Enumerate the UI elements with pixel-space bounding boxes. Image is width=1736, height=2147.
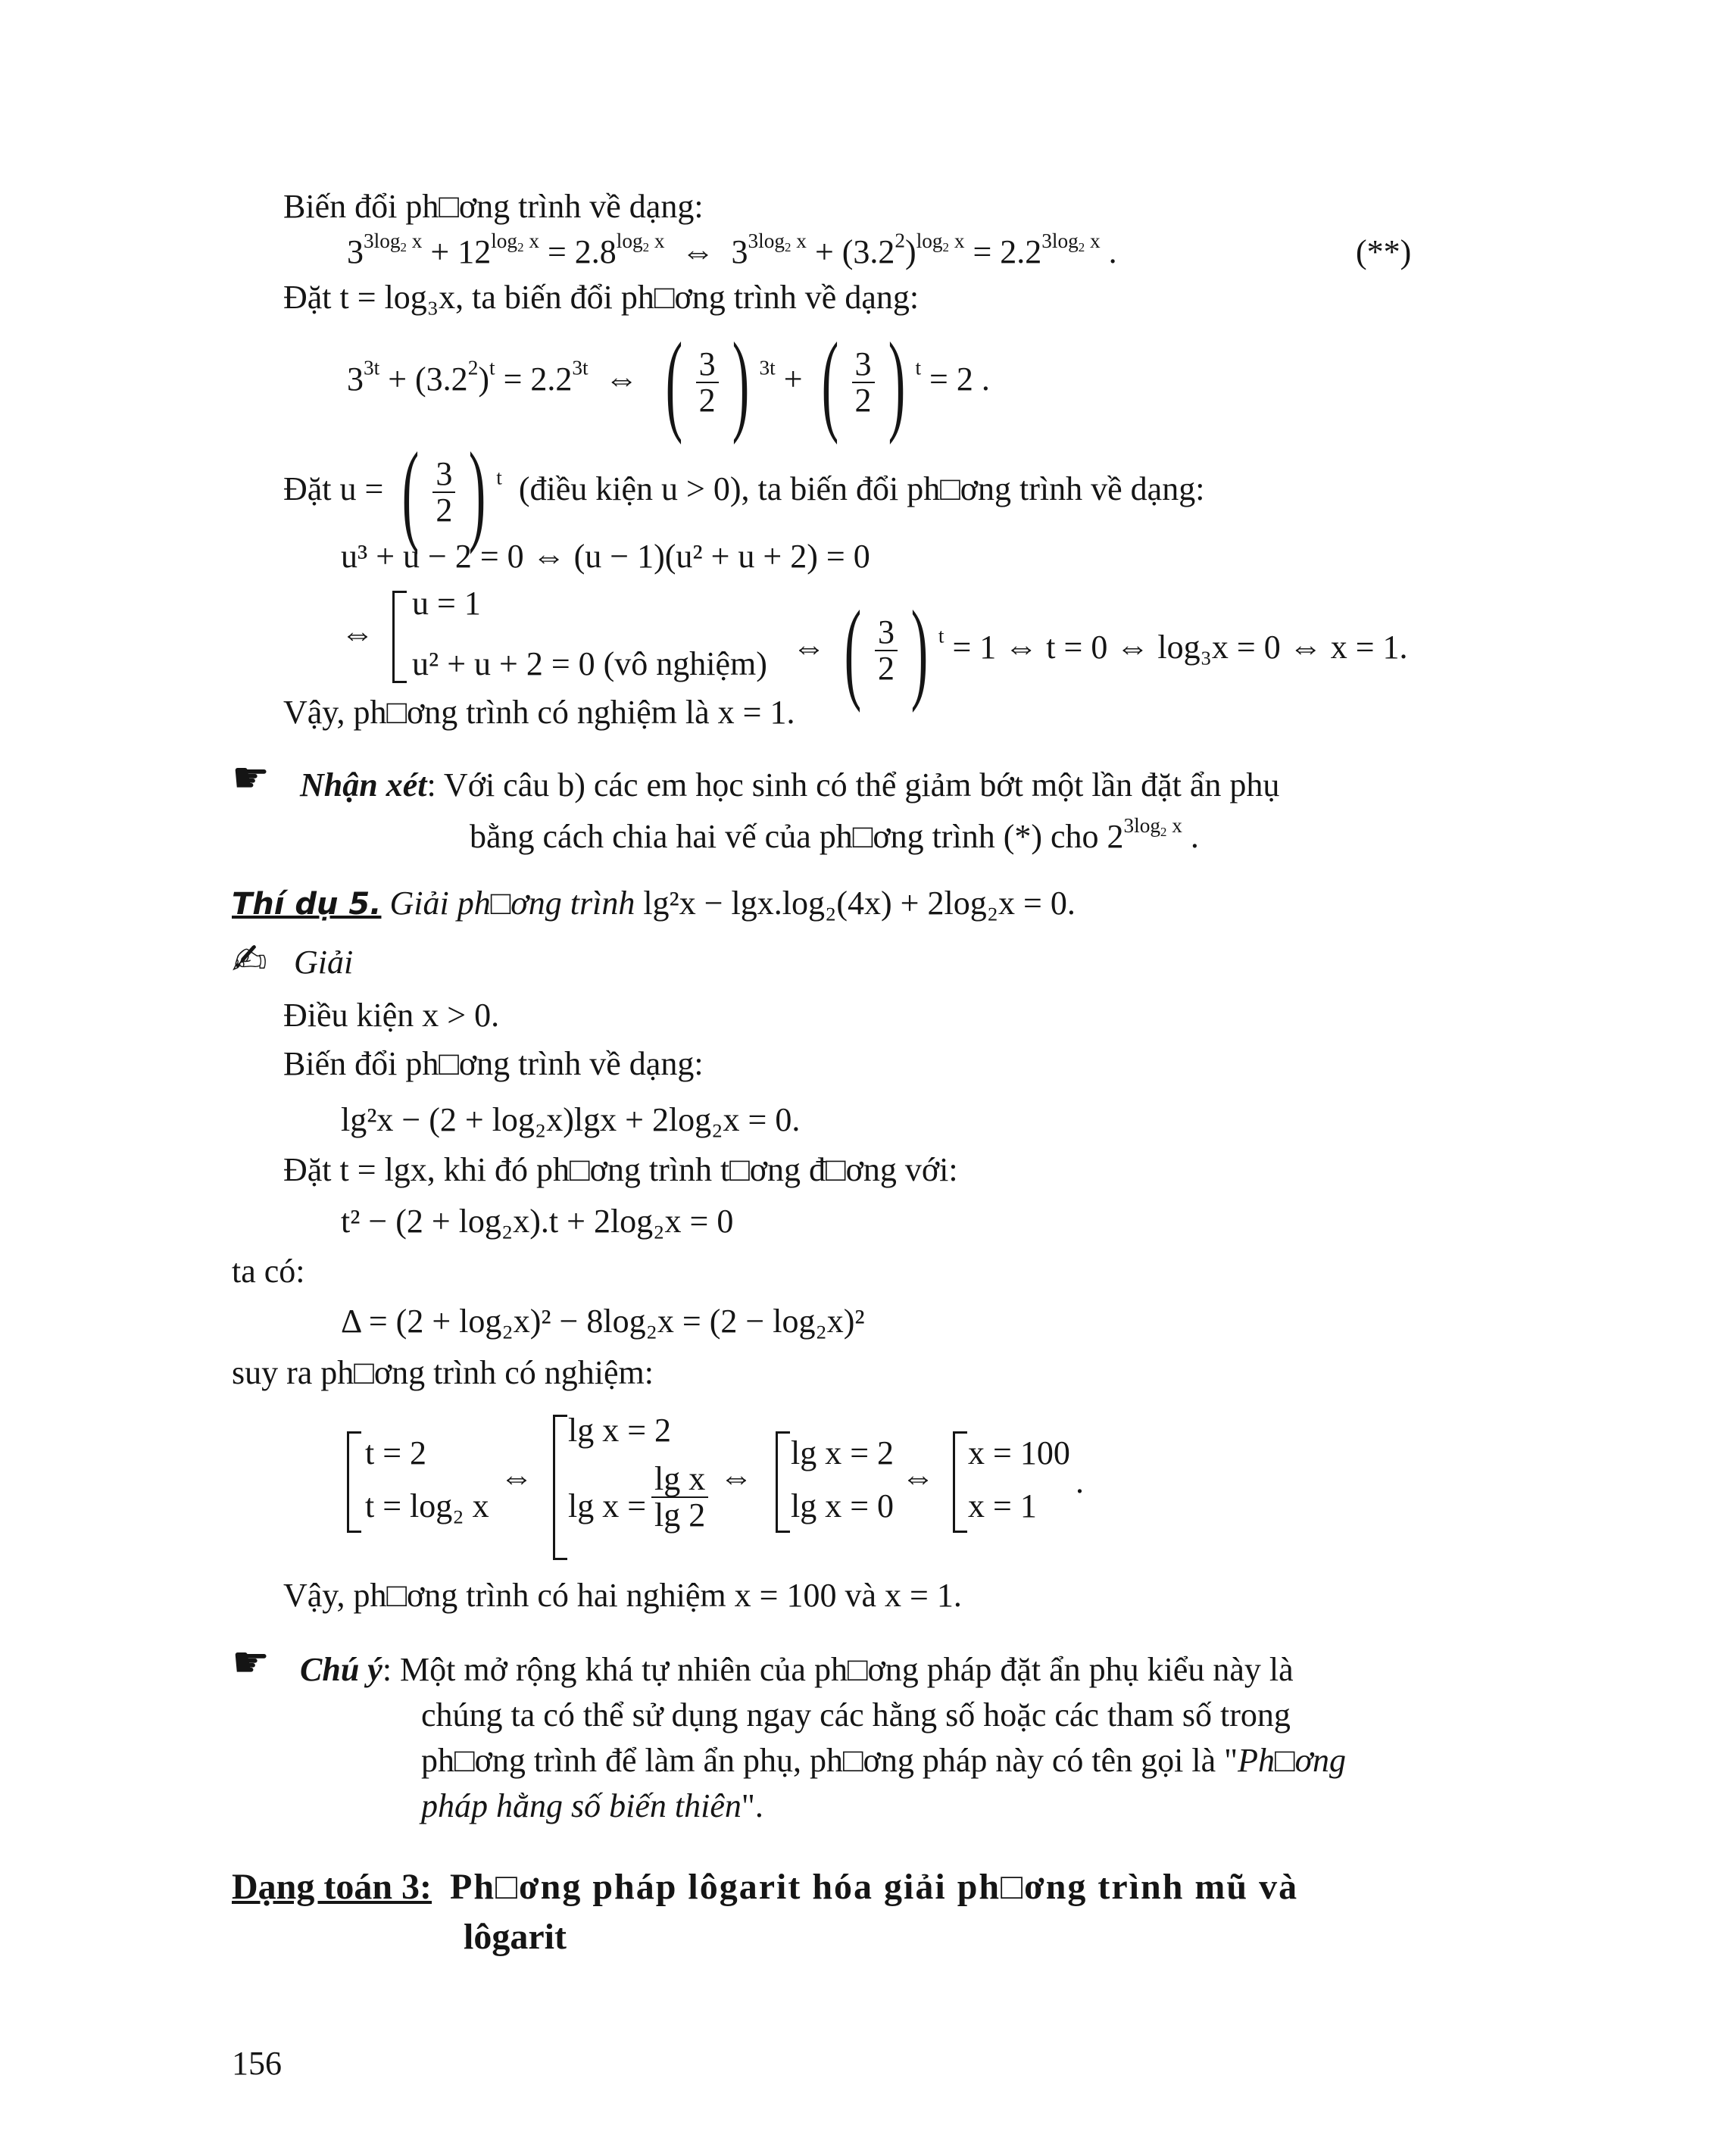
system-line: lg x = 2 <box>791 1434 895 1471</box>
period: . <box>1076 1463 1084 1500</box>
remark-line: Nhận xét: Với câu b) các em học sinh có thể giảm bớt một lần đặt ẩn phụ <box>300 766 1280 804</box>
conclusion: Vậy, ph□ơng trình có nghiệm là x = 1. <box>283 694 795 731</box>
equation-3: u³ + u − 2 = 0 ⇔ (u − 1)(u² + u + 2) = 0 <box>341 538 870 575</box>
substitution-line: Đặt u = ( $\frac{3}{2}$ ) $^t$ (điều kiện u > 0), ta biến đổi ph□ơng trình về dạng: <box>283 429 1205 555</box>
case-bracket <box>392 591 407 683</box>
equation-4: ⇔ ( $\frac{3}{2}$ ) $^t$ = 1 ⇔ t = 0 ⇔ log₃x = 0 ⇔ x = 1. <box>792 588 1408 713</box>
remark-line: bằng cách chia hai vế của ph□ơng trình (*) cho $2^{3log_2 x}$ . <box>470 813 1199 855</box>
writing-hand-icon: ✍ <box>232 935 267 985</box>
text-line: Đặt t = lgx, khi đó ph□ơng trình t□ơng đ□ơng với: <box>283 1151 958 1188</box>
equation-delta: Δ = (2 + log₂x)² − 8log₂x = (2 − log₂x)² <box>341 1303 865 1340</box>
case-line: u² + u + 2 = 0 (vô nghiệm) <box>412 645 767 682</box>
equation-1: $3^{3log_2 x} + 12^{log_2 x} = 2.8^{log_2 x}$ ⇔ $3^{3log_2 x} + (3.2^2)^{log_2 x} = 2.2^{3log_2 x}$ . <box>347 229 1117 270</box>
equation-5: lg²x − (2 + log₂x)lgx + 2log₂x = 0. <box>341 1101 801 1138</box>
iff-symbol: ⇔ <box>720 1459 753 1496</box>
note-line: pháp hằng số biến thiên". <box>421 1787 763 1824</box>
note-line: chúng ta có thể sử dụng ngay các hằng số hoặc các tham số trong <box>421 1696 1291 1734</box>
pointing-hand-icon: ☛ <box>232 754 270 803</box>
equation-tag: (**) <box>1356 233 1412 270</box>
text-line: Biến đổi ph□ơng trình về dạng: <box>283 188 704 225</box>
equation-6: t² − (2 + log₂x).t + 2log₂x = 0 <box>341 1203 734 1240</box>
system-line: lg x = 0 <box>791 1487 895 1524</box>
note-line: ph□ơng trình để làm ẩn phụ, ph□ơng pháp này có tên gọi là "Ph□ơng <box>421 1742 1347 1779</box>
text-line: ta có: <box>232 1253 305 1290</box>
solution-label: Giải <box>294 944 354 981</box>
system-line: lg x = 2 <box>568 1412 672 1449</box>
system-bracket <box>953 1431 967 1533</box>
system-bracket <box>553 1415 567 1560</box>
system-bracket <box>776 1431 790 1533</box>
system-bracket <box>347 1431 361 1533</box>
iff-symbol: ⇔ <box>901 1459 935 1496</box>
iff-symbol: ⇔ <box>341 615 374 652</box>
system-line: t = log₂ x <box>365 1487 489 1524</box>
example-heading: Thí dụ 5. Giải ph□ơng trình lg²x − lgx.log₂(4x) + 2log₂x = 0. <box>232 885 1076 922</box>
system-line: x = 100 <box>968 1434 1070 1471</box>
iff-symbol: ⇔ <box>500 1459 533 1496</box>
section-heading-cont: lôgarit <box>464 1917 567 1957</box>
pointing-hand-icon: ☛ <box>232 1638 270 1687</box>
text-line: Đặt t = log₃x, ta biến đổi ph□ơng trình về dạng: <box>283 279 920 316</box>
text-line: suy ra ph□ơng trình có nghiệm: <box>232 1354 654 1391</box>
case-line: u = 1 <box>412 585 481 622</box>
conclusion: Vậy, ph□ơng trình có hai nghiệm x = 100 và x = 1. <box>283 1577 962 1614</box>
section-heading: Dạng toán 3: Ph□ơng pháp lôgarit hóa giải ph□ơng trình mũ và <box>232 1867 1299 1907</box>
system-line: lg x = <box>568 1487 647 1524</box>
page-number: 156 <box>232 2045 282 2082</box>
fraction: $\frac{\text{lg x}}{\lg 2}$ <box>648 1462 711 1533</box>
text-line: Điều kiện x > 0. <box>283 997 500 1034</box>
text-line: Biến đổi ph□ơng trình về dạng: <box>283 1045 704 1082</box>
note-line: Chú ý: Một mở rộng khá tự nhiên của ph□ơng pháp đặt ẩn phụ kiểu này là <box>300 1651 1294 1688</box>
system-line: t = 2 <box>365 1434 427 1471</box>
system-line: x = 1 <box>968 1487 1037 1524</box>
equation-2: $3^{3t} + (3.2^2)^t = 2.2^{3t}$ ⇔ ( $\frac{3}{2}$ ) $^{3t}$ + ( $\frac{3}{2}$ ) $^t$ = 2 . <box>347 320 990 445</box>
